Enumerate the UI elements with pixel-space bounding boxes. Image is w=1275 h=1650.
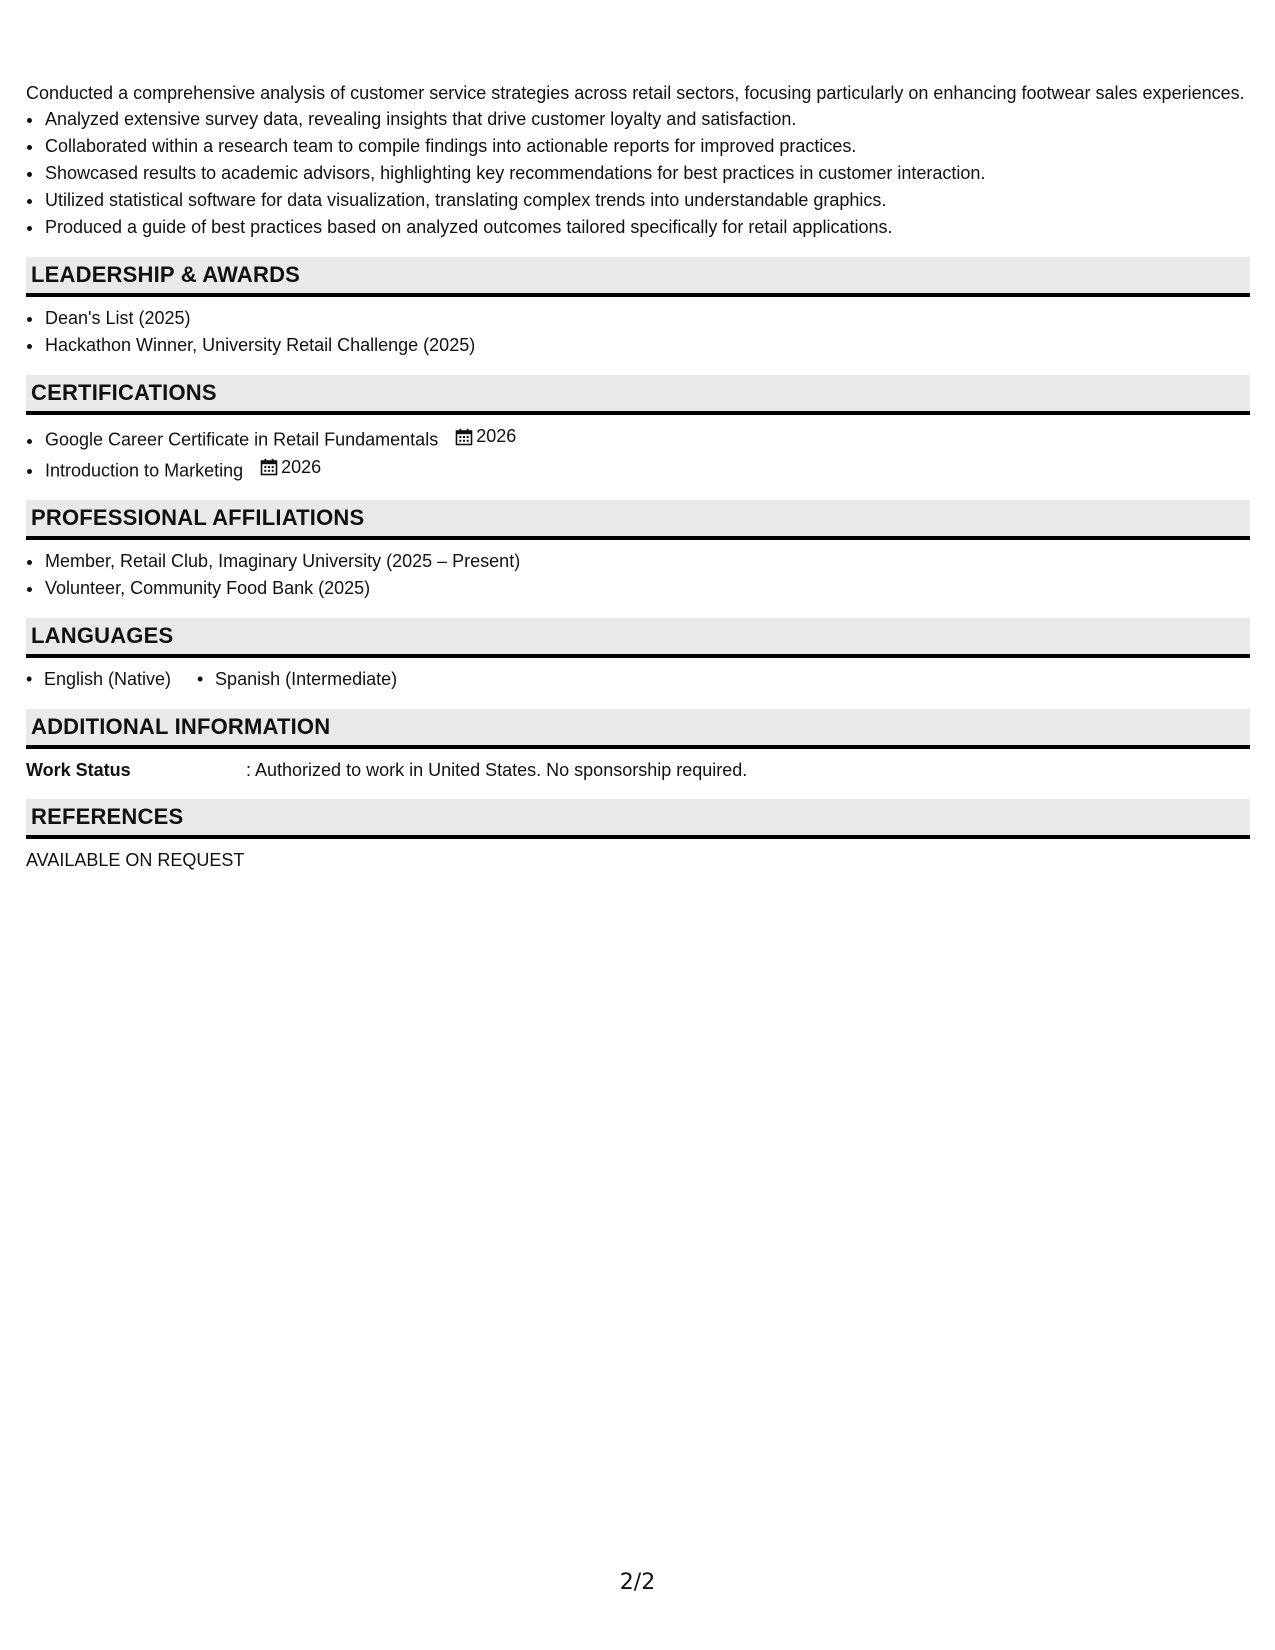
- calendar-icon: [260, 458, 278, 476]
- section-title: LEADERSHIP & AWARDS: [31, 262, 301, 287]
- section-title: REFERENCES: [31, 804, 184, 829]
- certification-year: 2026: [281, 456, 322, 477]
- certification-date: [455, 423, 516, 450]
- list-item: • Member, Retail Club, Imaginary University (2025 – Present): [44, 548, 1250, 575]
- certification-year: 2026: [476, 426, 517, 446]
- leadership-section-header: [26, 257, 1250, 297]
- page-number: 2/2: [619, 1570, 656, 1595]
- list-item: • Volunteer, Community Food Bank (2025): [44, 575, 1250, 602]
- section-title: LANGUAGES: [31, 623, 174, 648]
- list-item: • Showcased results to academic advisors, highlighting key recommendations for best practices in customer interaction.: [44, 160, 1250, 187]
- section-title: ADDITIONAL INFORMATION: [31, 714, 331, 739]
- certification-name: Introduction to Marketing: [45, 460, 244, 480]
- list-item: • Produced a guide of best practices based on analyzed outcomes tailored specifically for retail applications.: [44, 214, 1250, 241]
- list-item: • Dean's List (2025): [44, 305, 1250, 332]
- affiliations-section-header: [26, 500, 1250, 540]
- research-summary: Conducted a comprehensive analysis of customer service strategies across retail sectors, focusing particularly on enhancing footwear sales experiences.: [26, 83, 1245, 103]
- work-status-row: [26, 757, 1250, 783]
- language-item: • English (Native): [26, 666, 171, 693]
- work-status-label: Work Status: [26, 760, 131, 780]
- affiliations-list: [26, 548, 1250, 602]
- section-title: CERTIFICATIONS: [31, 380, 217, 405]
- language-item: • Spanish (Intermediate): [197, 666, 397, 693]
- list-item: [44, 454, 1250, 485]
- references-section-header: [26, 799, 1250, 839]
- references-text: AVAILABLE ON REQUEST: [26, 850, 245, 870]
- calendar-icon: [455, 428, 473, 446]
- list-item: [44, 423, 1250, 454]
- leadership-list: [26, 305, 1250, 359]
- list-item: • Analyzed extensive survey data, revealing insights that drive customer loyalty and satisfaction.: [44, 106, 1250, 133]
- list-item: • Collaborated within a research team to compile findings into actionable reports for improved practices.: [44, 133, 1250, 160]
- section-title: PROFESSIONAL AFFILIATIONS: [31, 505, 365, 530]
- certification-date: [260, 454, 321, 481]
- resume-page: [26, 80, 1250, 873]
- research-bullet-list: [26, 106, 1250, 241]
- certifications-list: [26, 423, 1250, 484]
- additional-info-section-header: [26, 709, 1250, 749]
- list-item: • Utilized statistical software for data visualization, translating complex trends into understandable graphics.: [44, 187, 1250, 214]
- languages-section-header: [26, 618, 1250, 658]
- certification-name: Google Career Certificate in Retail Fundamentals: [45, 429, 439, 450]
- certifications-section-header: [26, 375, 1250, 415]
- list-item: • Hackathon Winner, University Retail Challenge (2025): [44, 332, 1250, 359]
- languages-list: [26, 666, 1250, 693]
- work-status-value: : Authorized to work in United States. No sponsorship required.: [246, 760, 748, 780]
